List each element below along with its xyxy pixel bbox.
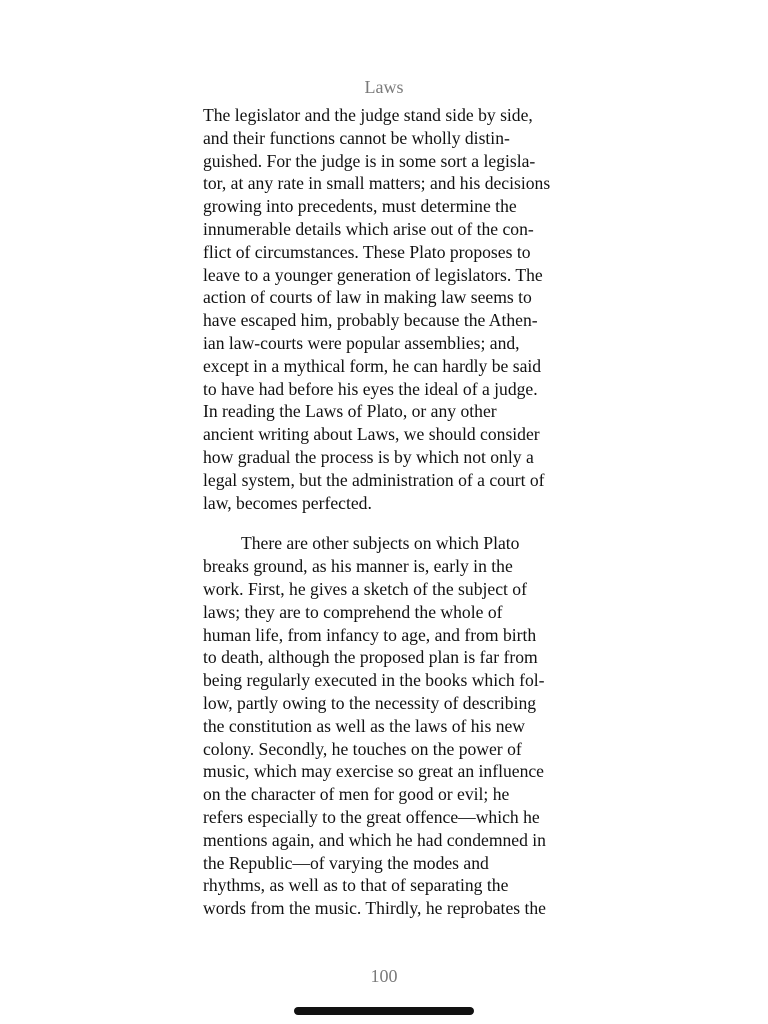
text-line: flict of circumstances. These Plato proposes to — [203, 241, 531, 262]
page-number: 100 — [370, 966, 398, 986]
text-line: law, becomes perfected. — [203, 492, 372, 513]
text-line: words from the music. Thirdly, he reprobates the — [203, 898, 546, 919]
text-line: the Republic—of varying the modes and — [203, 852, 489, 873]
text-line: work. First, he gives a sketch of the subject of — [203, 578, 527, 599]
paragraph-2 — [203, 532, 575, 920]
text-line: on the character of men for good or evil; he — [203, 784, 510, 805]
text-line: except in a mythical form, he can hardly be said — [203, 355, 542, 376]
paragraph-1 — [203, 104, 575, 514]
text-line: music, which may exercise so great an influence — [203, 761, 544, 782]
text-line: growing into precedents, must determine the — [203, 196, 517, 217]
text-line: the constitution as well as the laws of his new — [203, 715, 526, 736]
text-line: There are other subjects on which Plato — [241, 533, 520, 554]
text-line: colony. Secondly, he touches on the power of — [203, 738, 522, 759]
text-line: have escaped him, probably because the Athen- — [203, 310, 538, 331]
text-line: ancient writing about Laws, we should consider — [203, 424, 540, 445]
text-line: refers especially to the great offence—which he — [203, 806, 540, 827]
text-line: breaks ground, as his manner is, early in the — [203, 556, 513, 577]
text-line: tor, at any rate in small matters; and his decisions — [203, 173, 551, 194]
text-line: The legislator and the judge stand side by side, — [203, 105, 533, 125]
running-head: Laws — [364, 77, 404, 97]
text-line: to death, although the proposed plan is far from — [203, 647, 538, 668]
home-indicator[interactable] — [294, 1007, 474, 1015]
text-line: leave to a younger generation of legislators. The — [203, 264, 543, 285]
text-line: ian law-courts were popular assemblies; and, — [203, 332, 520, 353]
text-line: human life, from infancy to age, and from birth — [203, 624, 537, 645]
page-body — [203, 104, 575, 920]
text-line: mentions again, and which he had condemned in — [203, 829, 546, 850]
text-line: innumerable details which arise out of the con- — [203, 218, 534, 239]
text-line: low, partly owing to the necessity of describing — [203, 692, 537, 713]
text-line: laws; they are to comprehend the whole of — [203, 601, 503, 622]
text-line: and their functions cannot be wholly distin- — [203, 127, 510, 148]
text-line: legal system, but the administration of a court of — [203, 469, 545, 490]
text-line: In reading the Laws of Plato, or any other — [203, 401, 497, 422]
text-line: being regularly executed in the books which fol- — [203, 670, 545, 691]
text-line: how gradual the process is by which not only a — [203, 446, 534, 467]
text-line: rhythms, as well as to that of separating the — [203, 875, 509, 896]
text-line: guished. For the judge is in some sort a legisla- — [203, 150, 536, 171]
text-line: to have had before his eyes the ideal of a judge. — [203, 378, 538, 399]
text-line: action of courts of law in making law seems to — [203, 287, 532, 308]
